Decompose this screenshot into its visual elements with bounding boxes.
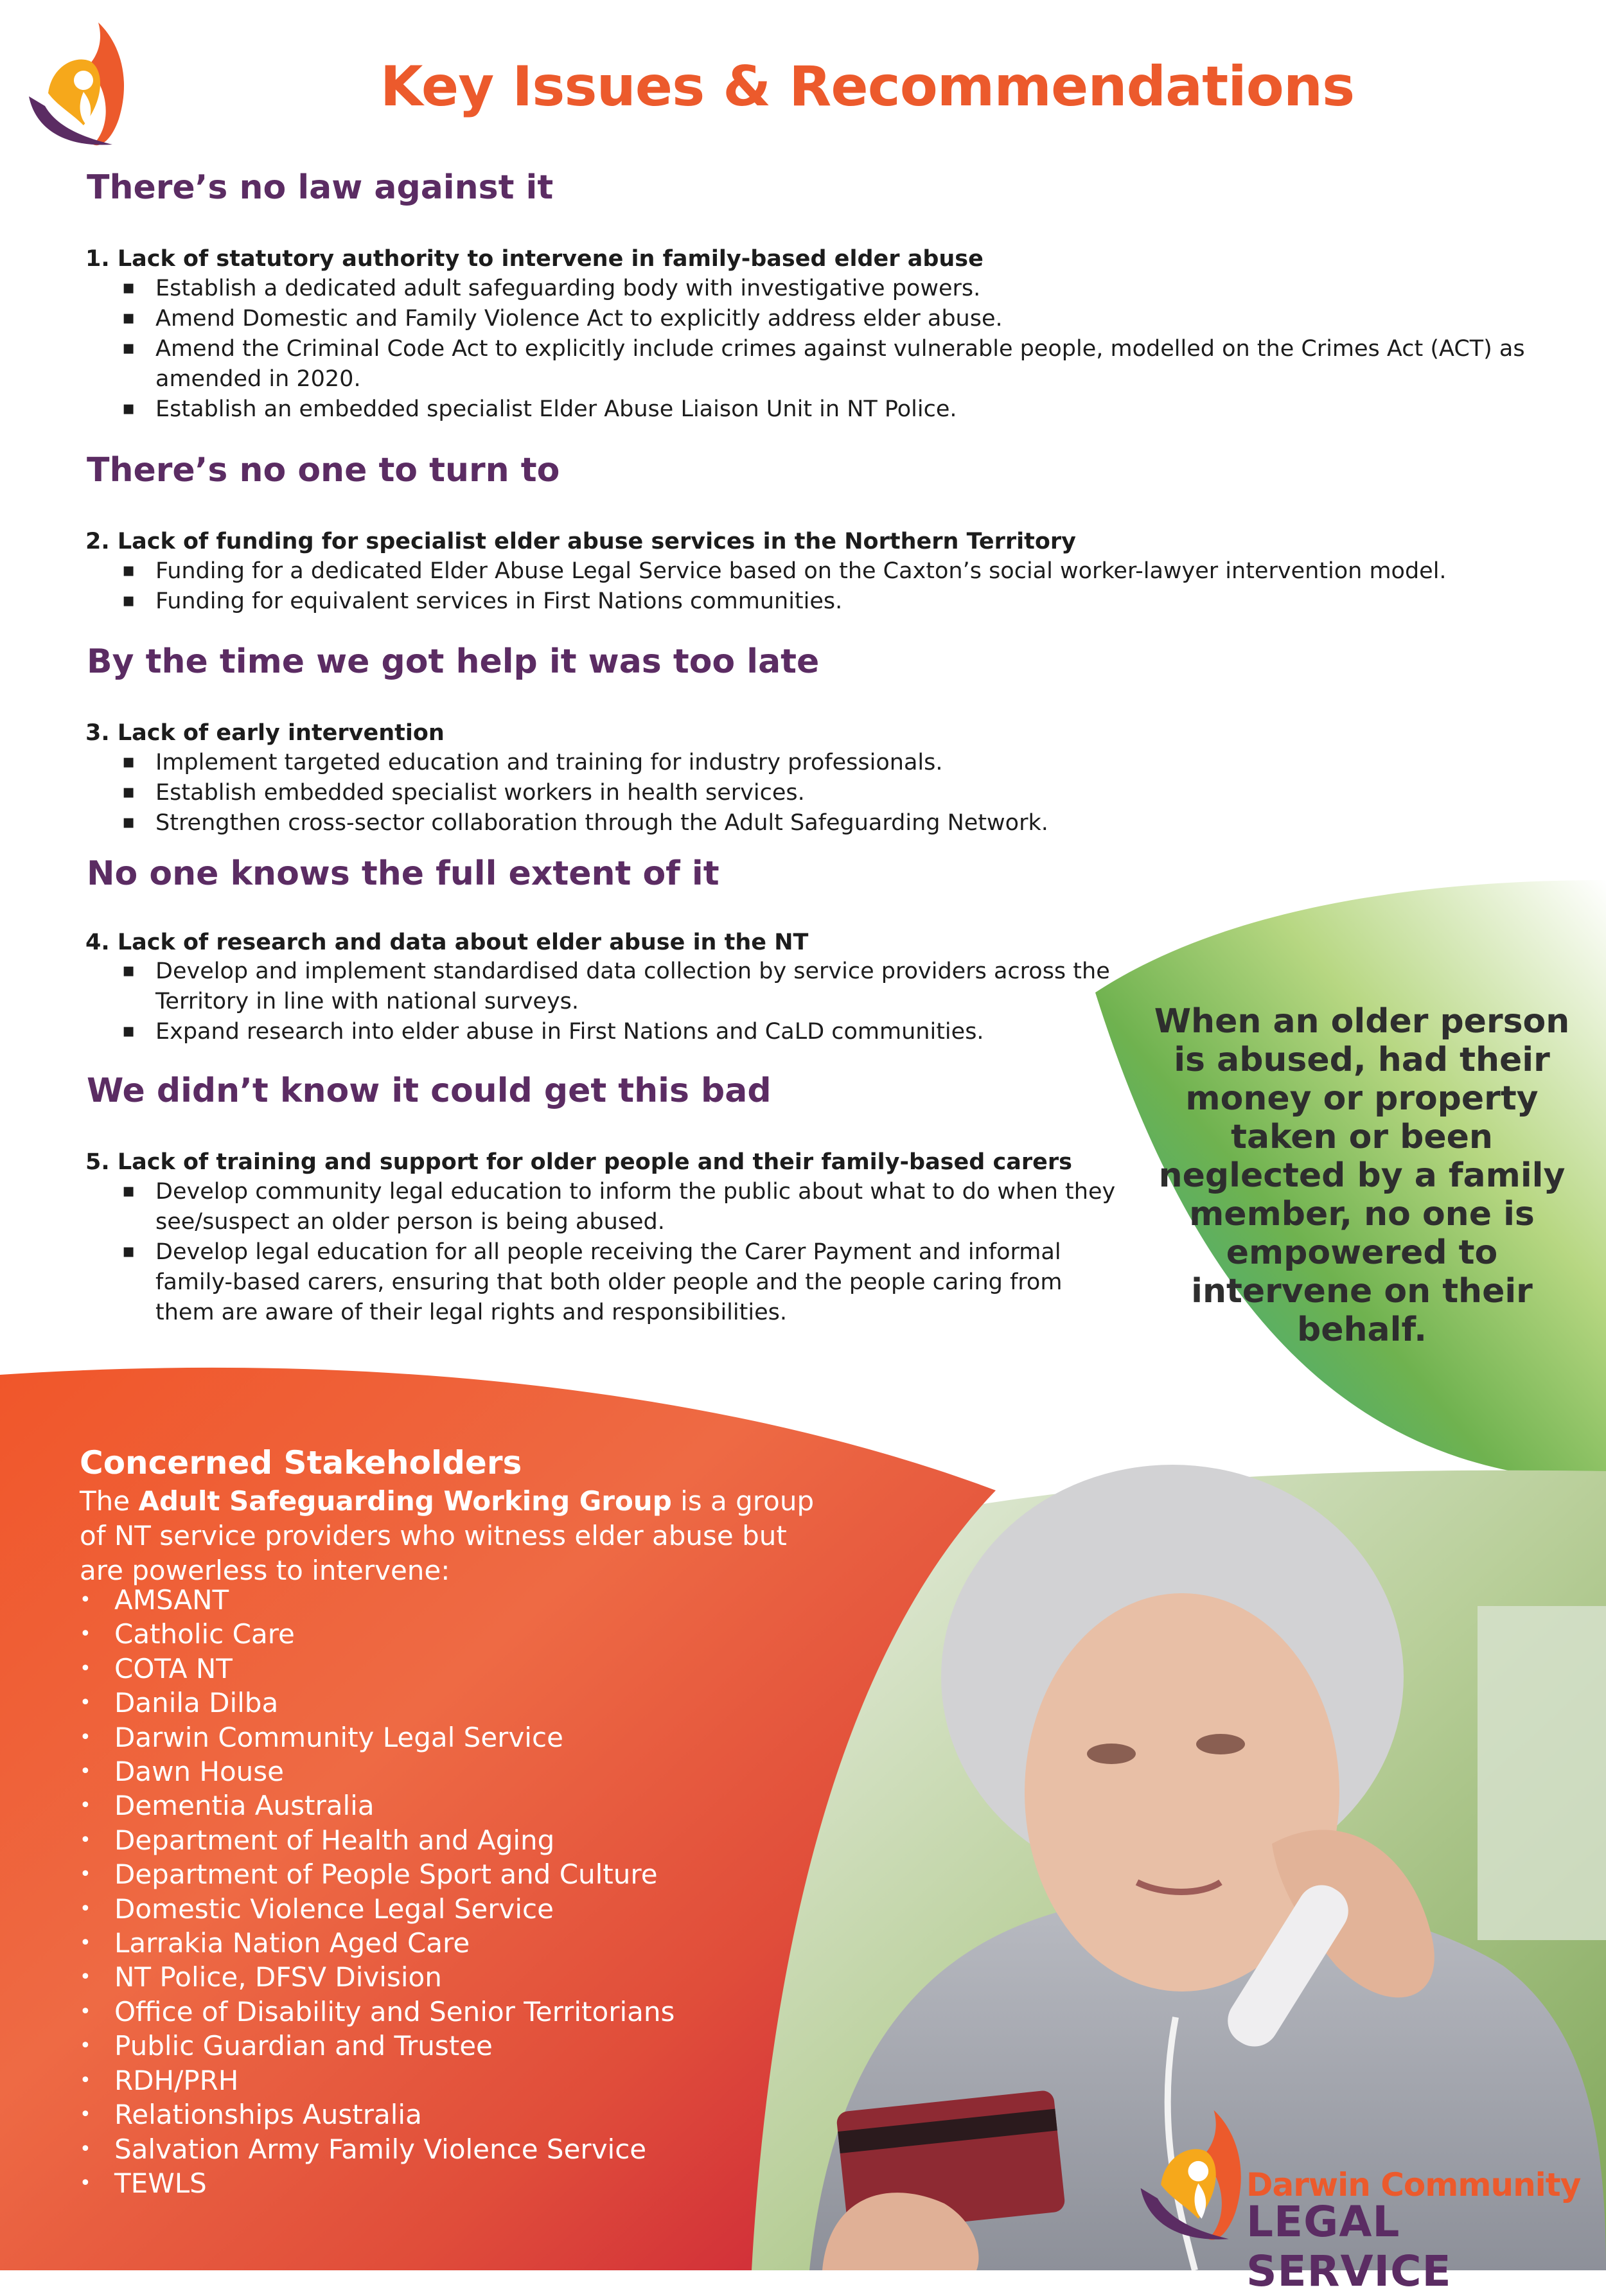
bullet-icon: ▪ (122, 1020, 136, 1042)
list-item: • Salvation Army Family Violence Service (80, 2132, 675, 2166)
bullet-icon: • (80, 1897, 91, 1920)
bullet-icon: • (80, 2171, 91, 2194)
list-item: • NT Police, DFSV Division (80, 1960, 675, 1994)
section-heading: We didn’t know it could get this bad (87, 1072, 772, 1110)
issue-title: 1. Lack of statutory authority to intervene in family-based elder abuse (85, 246, 984, 272)
brand-name-line2: LEGAL SERVICE (1246, 2197, 1452, 2296)
bullet-icon: ▪ (122, 781, 136, 803)
stakeholders-list (80, 1583, 675, 2200)
dcls-brand-logo-icon (1134, 2088, 1256, 2261)
list-item: ▪ Establish a dedicated adult safeguarding body with investigative powers. (122, 274, 1555, 304)
bullet-icon: • (80, 1691, 91, 1715)
list-item: ▪ Amend Domestic and Family Violence Act to explicitly address elder abuse. (122, 304, 1555, 334)
list-item: ▪ Funding for a dedicated Elder Abuse Legal Service based on the Caxton’s social worker-lawyer intervention model. (122, 556, 1555, 587)
list-item: • Darwin Community Legal Service (80, 1720, 675, 1754)
bullet-icon: ▪ (122, 306, 136, 329)
bullet-icon: ▪ (122, 276, 136, 299)
bullet-icon: ▪ (122, 559, 136, 581)
bullet-icon: • (80, 1589, 91, 1611)
list-item: • AMSANT (80, 1583, 675, 1617)
issue-title: 2. Lack of funding for specialist elder abuse services in the Northern Territory (85, 529, 1076, 554)
bullet-icon: • (80, 1863, 91, 1886)
list-item: • Relationships Australia (80, 2097, 675, 2132)
bullet-icon: ▪ (122, 589, 136, 612)
bullet-icon: • (80, 1932, 91, 1955)
list-item: ▪ Develop and implement standardised data collection by service providers across the Territory in line with national surveys. (122, 957, 1111, 1017)
brand-name-line1: Darwin Community (1246, 2166, 1581, 2203)
list-item: ▪ Strengthen cross-sector collaboration through the Adult Safeguarding Network. (122, 808, 1555, 838)
list-item: • Dementia Australia (80, 1788, 675, 1823)
bullet-icon: • (80, 1794, 91, 1817)
bullet-icon: • (80, 1657, 91, 1680)
list-item: ▪ Develop legal education for all people receiving the Carer Payment and informal family-based carers, ensuring that both older people and the people caring from them are aware of their legal rights and responsibilities. (122, 1237, 1118, 1328)
list-item: • Department of Health and Aging (80, 1823, 675, 1857)
list-item: • Department of People Sport and Culture (80, 1857, 675, 1891)
issue-title: 5. Lack of training and support for older people and their family-based carers (85, 1149, 1072, 1175)
page-title: Key Issues & Recommendations (380, 55, 1355, 119)
list-item: ▪ Funding for equivalent services in First Nations communities. (122, 587, 1555, 617)
bullet-icon: ▪ (122, 337, 136, 359)
bullet-icon: ▪ (122, 397, 136, 419)
list-item: • Domestic Violence Legal Service (80, 1892, 675, 1926)
list-item: ▪ Amend the Criminal Code Act to explicitly include crimes against vulnerable people, modelled on the Crimes Act (ACT) as amended in 2020. (122, 334, 1575, 394)
list-item: • TEWLS (80, 2166, 675, 2200)
bullet-icon: • (80, 1623, 91, 1646)
bullet-icon: • (80, 2103, 91, 2126)
bullet-icon: • (80, 2000, 91, 2023)
quote-text: When an older person is abused, had their money or property taken or been neglected by a family member, no one is empowered to intervene on their behalf. (1154, 1002, 1570, 1349)
bullet-icon: • (80, 1760, 91, 1783)
bullet-icon: • (80, 2137, 91, 2160)
group-name: Adult Safeguarding Working Group (138, 1485, 672, 1517)
section-heading: There’s no one to turn to (87, 451, 560, 490)
list-item: • Catholic Care (80, 1617, 675, 1651)
issue-title: 3. Lack of early intervention (85, 720, 445, 746)
bullet-icon: • (80, 2035, 91, 2058)
bullet-icon: ▪ (122, 750, 136, 773)
section-heading: By the time we got help it was too late (87, 642, 820, 681)
list-item: • Office of Disability and Senior Territorians (80, 1995, 675, 2029)
bullet-icon: • (80, 2069, 91, 2092)
list-item: • Danila Dilba (80, 1686, 675, 1720)
list-item: • RDH/PRH (80, 2063, 675, 2097)
list-item: ▪ Establish embedded specialist workers in health services. (122, 778, 1555, 808)
list-item: ▪ Implement targeted education and training for industry professionals. (122, 748, 1555, 778)
bullet-icon: ▪ (122, 959, 136, 982)
bullet-icon: • (80, 1966, 91, 1989)
list-item: • COTA NT (80, 1652, 675, 1686)
list-item: ▪ Expand research into elder abuse in First Nations and CaLD communities. (122, 1017, 1111, 1047)
stakeholders-title: Concerned Stakeholders (80, 1444, 522, 1481)
section-heading: No one knows the full extent of it (87, 854, 719, 893)
issue-title: 4. Lack of research and data about elder abuse in the NT (85, 930, 809, 955)
bullet-icon: • (80, 1828, 91, 1851)
bullet-icon: • (80, 1726, 91, 1749)
bullet-icon: ▪ (122, 1179, 136, 1202)
list-item: • Public Guardian and Trustee (80, 2029, 675, 2063)
bullet-icon: ▪ (122, 811, 136, 833)
list-item: • Larrakia Nation Aged Care (80, 1926, 675, 1960)
list-item: ▪ Establish an embedded specialist Elder Abuse Liaison Unit in NT Police. (122, 394, 1555, 425)
section-heading: There’s no law against it (87, 168, 554, 207)
stakeholders-intro: The Adult Safeguarding Working Group is a group of NT service providers who witness elder abuse but are powerless to intervene: (80, 1485, 815, 1586)
bullet-icon: ▪ (122, 1240, 136, 1262)
list-item: • Dawn House (80, 1754, 675, 1788)
list-item: ▪ Develop community legal education to inform the public about what to do when they see/suspect an older person is being abused. (122, 1177, 1118, 1237)
